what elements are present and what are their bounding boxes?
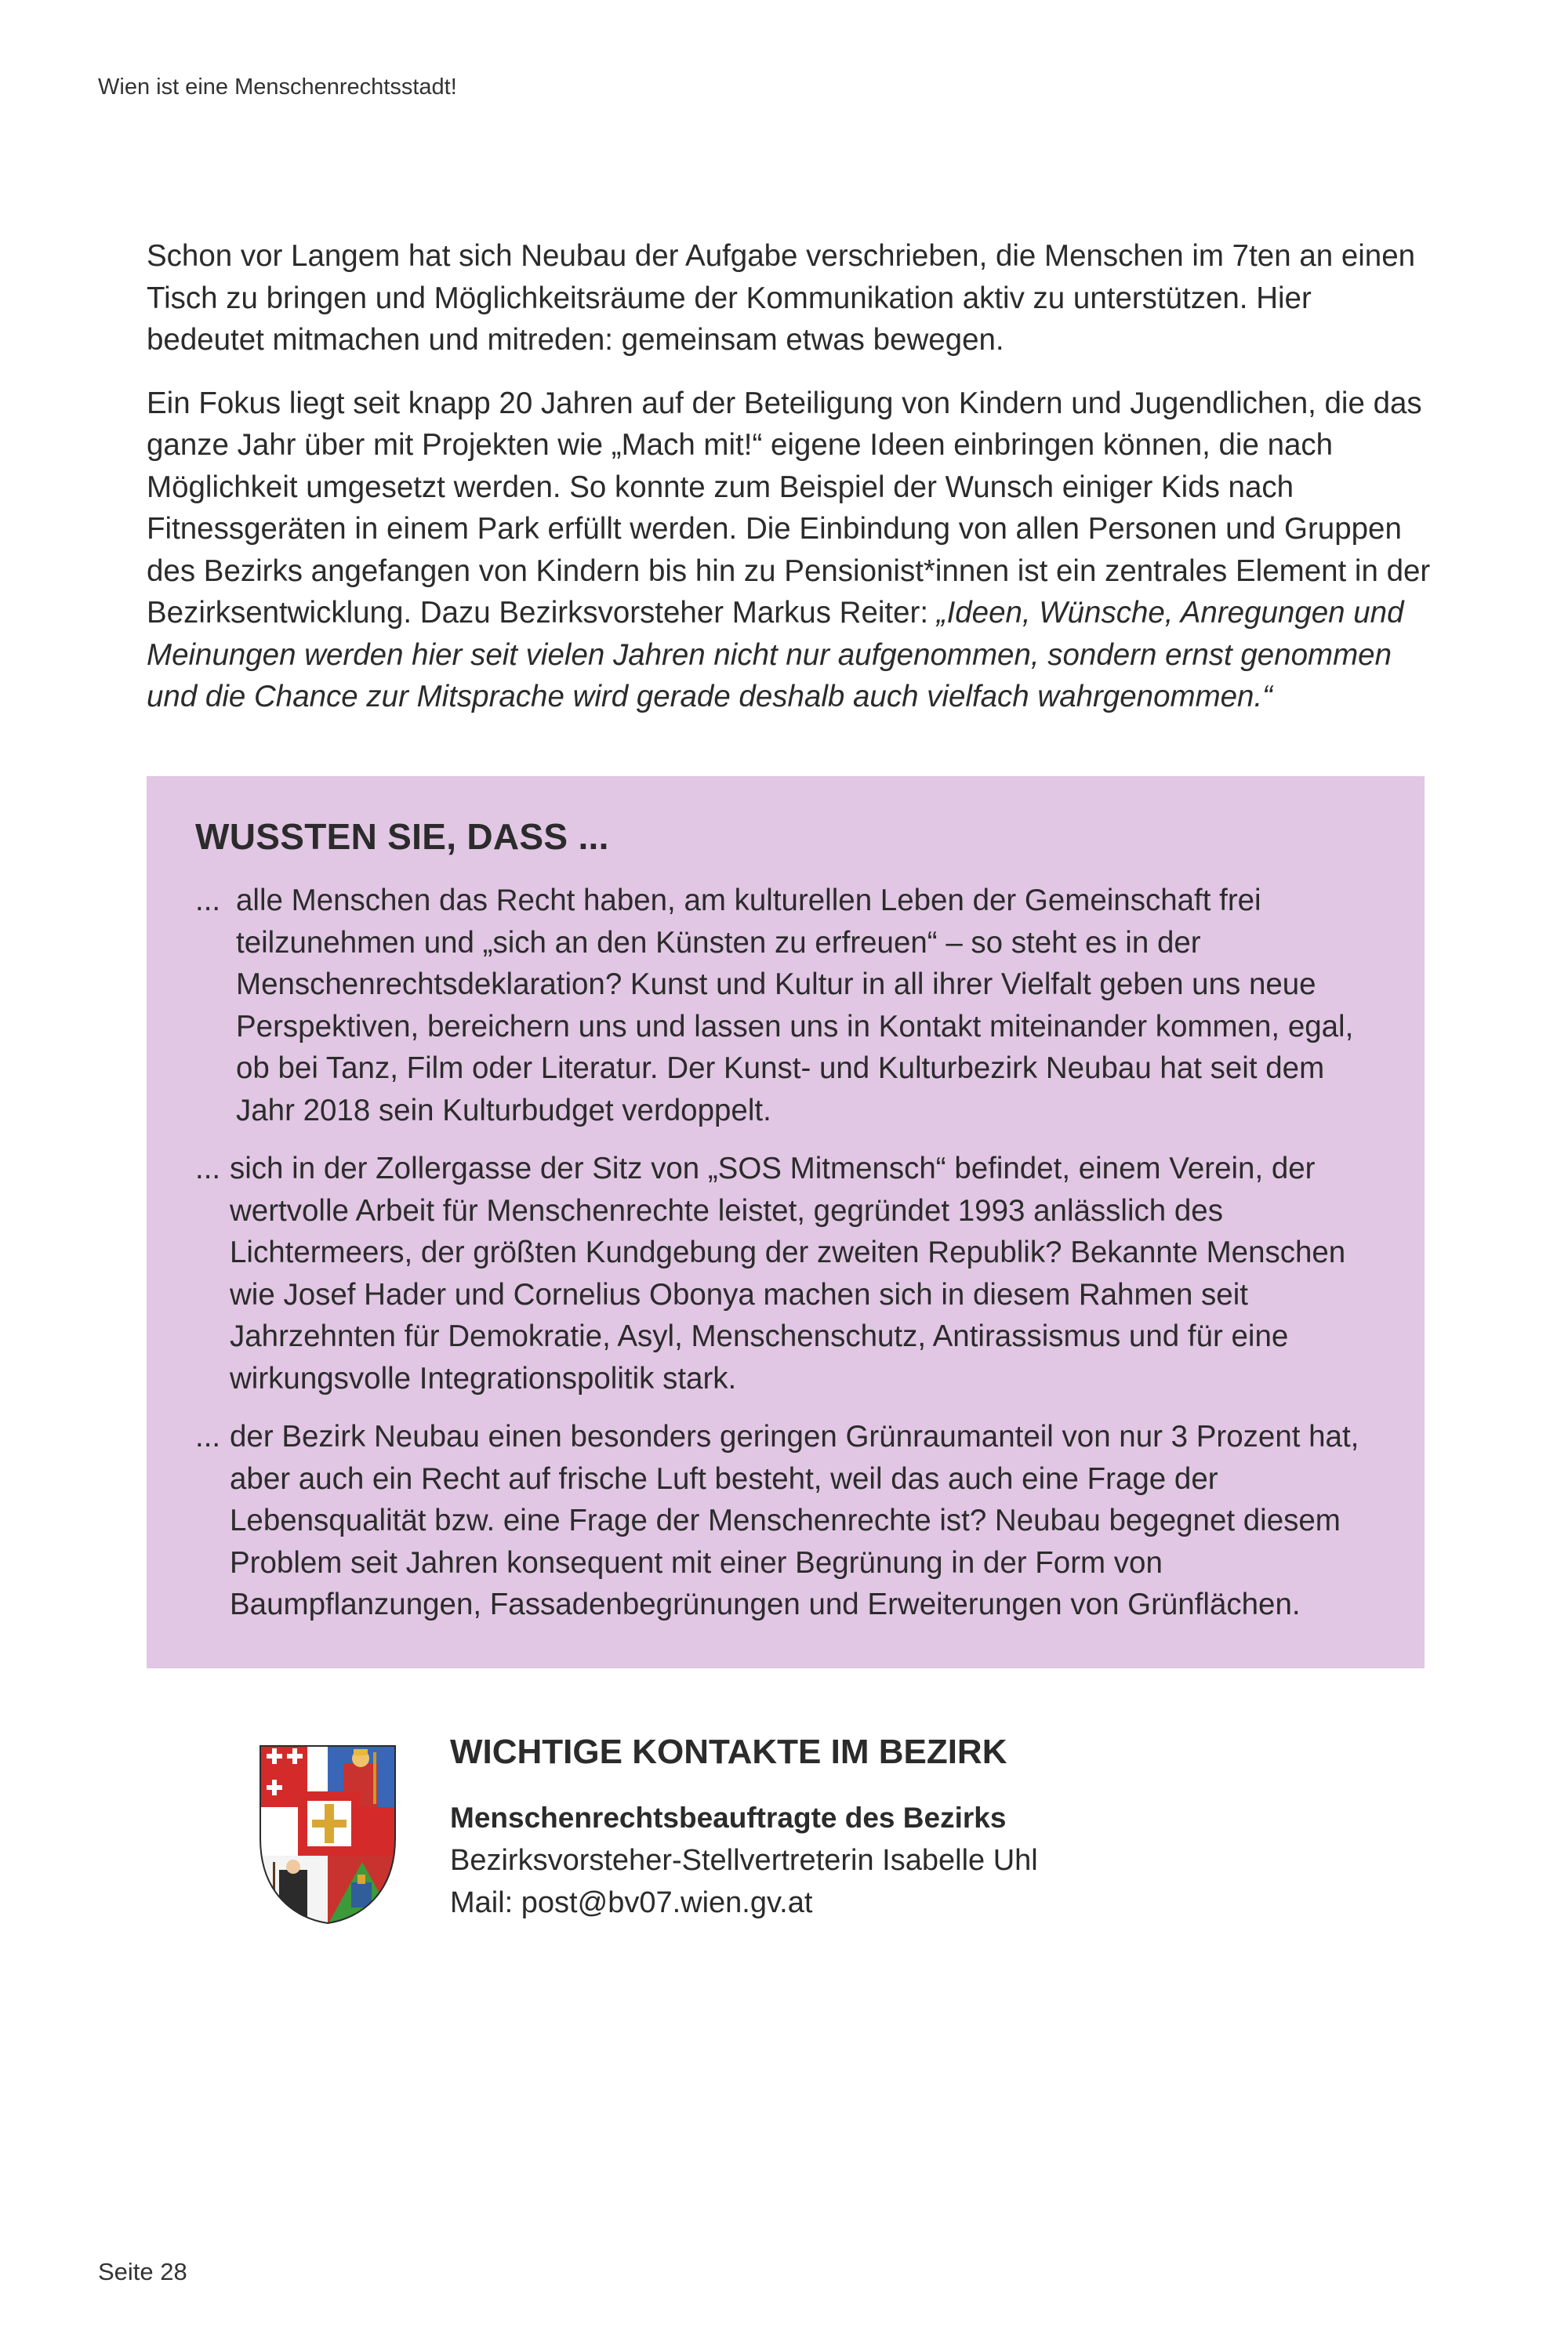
fact-item-culture [195,880,1387,1131]
contact-role: Menschenrechtsbeauftragte des Bezirks [450,1802,1007,1834]
did-you-know-box [147,776,1425,1668]
intro-paragraph-2-text: Ein Fokus liegt seit knapp 20 Jahren auf der Beteiligung von Kindern und Jugendlichen, die das ganze Jahr über mit Projekten wie „Mach mit!“ eigene Ideen einbringen können, die nach Möglichkeit umgesetzt werden. So konnte zum Beispiel der Wunsch einiger Kids nach Fitnessgeräten in einem Park erfüllt werden. Die Einbindung von allen Personen und Gruppen des Bezirks angefangen von Kindern bis hin zu Pensionist*innen ist ein zentrales Element in der Bezirksentwicklung. Dazu Bezirksvorsteher Markus Reiter: [147,386,1431,630]
running-head-title: Wien ist eine Menschenrechtsstadt! [98,74,457,100]
fact-text: der Bezirk Neubau einen besonders geringen Grünraumanteil von nur 3 Prozent hat, aber auch ein Recht auf frische Luft besteht, weil das auch eine Frage der Lebensqualität bzw. eine Frage der Menschenrechte ist? Neubau begegnet diesem Problem seit Jahren konsequent mit einer Begrünung in der Form von Baumpflanzungen, Fassadenbegrünungen und Erweiterungen von Grünflächen. [230,1420,1359,1621]
fact-bullet: ... [195,1152,221,1185]
contact-name: Bezirksvorsteher-Stellvertreterin Isabelle Uhl [450,1844,1038,1877]
page-number: Seite 28 [98,2258,187,2285]
intro-paragraph-1: Schon vor Langem hat sich Neubau der Aufgabe verschrieben, die Menschen im 7ten an einen Tisch zu bringen und Möglichkeitsräume der Kommunikation aktiv zu unterstützen. Hier bedeutet mitmachen und mitreden: gemeinsam etwas bewegen. [147,239,1416,357]
fact-bullet: ... [195,1420,221,1454]
fact-bullet: ... [195,884,221,917]
mayor-quote: „Ideen, Wünsche, Anregungen und Meinungen werden hier seit vielen Jahren nicht nur aufgenommen, sondern ernst genommen und die Chance zur Mitsprache wird gerade deshalb auch vielfach wahrgenommen.“ [147,596,1404,713]
fact-text: sich in der Zollergasse der Sitz von „SOS Mitmensch“ befindet, einem Verein, der wertvolle Arbeit für Menschenrechte leistet, gegründet 1993 anlässlich des Lichtermeers, der größten Kundgebung der zweiten Republik? Bekannte Menschen wie Josef Hader und Cornelius Obonya machen sich in diesem Rahmen seit Jahrzehnten für Demokratie, Asyl, Menschenschutz, Antirassismus und für eine wirkungsvolle Integrationspolitik stark. [230,1152,1346,1396]
intro-text [147,235,1432,739]
neubau-coat-of-arms-icon [259,1744,397,1925]
contact-email[interactable]: Mail: post@bv07.wien.gv.at [450,1886,813,1919]
fact-item-green-space [195,1416,1387,1626]
fact-text: alle Menschen das Recht haben, am kulturellen Leben der Gemeinschaft frei teilzunehmen und „sich an den Künsten zu erfreuen“ – so steht es in der Menschenrechtsdeklaration? Kunst und Kultur in all ihrer Vielfalt geben uns neue Perspektiven, bereichern uns und lassen uns in Kontakt miteinander kommen, egal, ob bei Tanz, Film oder Literatur. Der Kunst- und Kulturbezirk Neubau hat seit dem Jahr 2018 sein Kulturbudget verdoppelt. [236,884,1354,1127]
intro-paragraph-2 [147,383,1432,718]
contacts-heading: WICHTIGE KONTAKTE IM BEZIRK [450,1733,1007,1771]
fact-item-sos-mitmensch [195,1148,1387,1399]
did-you-know-title: WUSSTEN SIE, DASS ... [195,816,609,857]
district-contacts [259,1733,1356,1936]
